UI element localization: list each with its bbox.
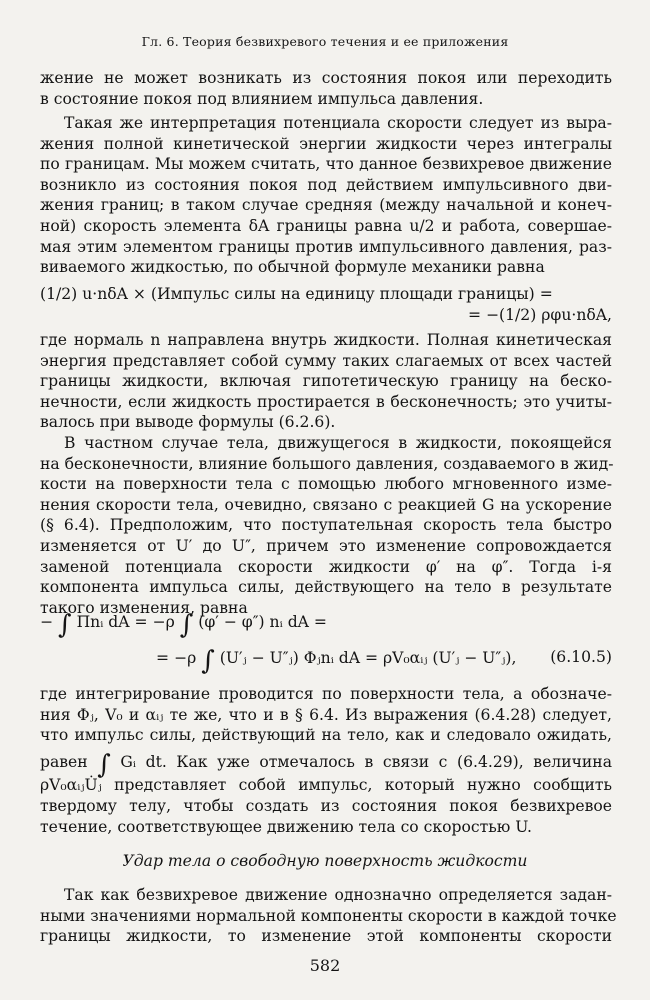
text-line: жение не может возникать из состояния покоя или переходить — [40, 69, 612, 87]
text-line: (§ 6.4). Предположим, что поступательная скорость тела быстро — [40, 516, 612, 535]
text-line: мая этим элементом границы против импульсивного давления, раз- — [40, 237, 612, 256]
text-line: нечности, если жидкость простирается в бесконечность; это учиты- — [40, 392, 612, 411]
integral-sign: ∫ — [201, 646, 215, 676]
paragraph-2 — [40, 113, 612, 278]
text-line: где интегрирование проводится по поверхности тела, а обозначе- — [40, 685, 612, 703]
text-line: ρV₀αᵢⱼU̇ⱼ представляет собой импульс, который нужно сообщить — [40, 776, 612, 795]
text-line: жения границ; в таком случае средняя (между начальной и конеч- — [40, 196, 612, 215]
text-line: границы жидкости, то изменение этой компоненты скорости — [40, 927, 612, 946]
word-ravno: равен — [40, 752, 88, 771]
text-line: границы жидкости, включая гипотетическую границу на беско- — [40, 372, 612, 391]
paragraph-1 — [40, 68, 612, 109]
text-line: течение, соответствующее движению тела со скоростью U. — [40, 817, 532, 836]
equation-term: Πnᵢ dA = −ρ — [76, 613, 175, 631]
text-line: виваемого жидкостью, по обычной формуле механики равна — [40, 258, 545, 277]
paragraph-3 — [40, 330, 612, 433]
text-line: в состояние покоя под влиянием импульса давления. — [40, 89, 484, 108]
text-line: Такая же интерпретация потенциала скорости следует из выра- — [64, 114, 612, 132]
running-header: Гл. 6. Теория безвихревого течения и ее приложения — [141, 34, 509, 49]
text-line: Так как безвихревое движение однозначно определяется задан- — [64, 886, 612, 904]
text-line: ния Φⱼ, V₀ и αᵢⱼ те же, что и в § 6.4. Из выражения (6.4.28) следует, — [40, 705, 612, 724]
text-line: компонента импульса силы, действующего на тело в результате — [40, 578, 612, 597]
page-number: 582 — [309, 956, 341, 975]
integral-sign: ∫ — [97, 749, 111, 780]
text-line: ной) скорость элемента δA границы равна u/2 и работа, совершае- — [40, 216, 612, 235]
text-line: ными значениями нормальной компоненты скорости в каждой точке — [40, 906, 617, 925]
text-line: жения полной кинетической энергии жидкости через интегралы — [40, 134, 612, 153]
text-line-with-integral — [40, 749, 612, 780]
text-line: твердому телу, чтобы создать из состояния покоя безвихревое — [40, 796, 612, 815]
text-line: кости на поверхности тела с помощью любого мгновенного изме- — [40, 475, 612, 494]
text-line: энергия представляет собой сумму таких слагаемых от всех частей — [40, 351, 612, 370]
text-line: где нормаль n направлена внутрь жидкости. Полная кинетическая — [40, 331, 612, 349]
text-line: нения скорости тела, очевидно, связано с реакцией G на ускорение — [40, 495, 612, 514]
paragraph-4 — [40, 433, 612, 618]
text-line: валось при выводе формулы (6.2.6). — [40, 413, 336, 432]
text-line: изменяется от U′ до U″, причем это изменение сопровождается — [40, 536, 612, 555]
integral-sign: ∫ — [58, 610, 72, 640]
equation-impulse-line-1 — [40, 610, 327, 640]
minus-sign: − — [40, 613, 54, 631]
text-line: такого изменения, равна — [40, 598, 248, 617]
equation-work-line-2: = −(1/2) ρφu·nδA, — [467, 306, 612, 324]
text-line: заменой потенциала скорости жидкости φ′ на φ″. Тогда i-я — [40, 557, 612, 576]
text-line: что импульс силы, действующий на тело, как и следовало ожидать, — [40, 726, 612, 745]
equation-impulse-line-2 — [156, 646, 517, 676]
paragraph-6 — [40, 885, 617, 947]
section-heading: Удар тела о свободную поверхность жидкости — [122, 852, 528, 870]
text-line: на бесконечности, влияние большого давления, создаваемого в жид- — [40, 454, 614, 473]
equation-number: (6.10.5) — [550, 648, 612, 666]
equation-term: (φ′ − φ″) nᵢ dA = — [198, 613, 327, 631]
equation-term: (U′ⱼ − U″ⱼ) Φⱼnᵢ dA = ρV₀αᵢⱼ (U′ⱼ − U″ⱼ), — [219, 649, 517, 667]
equation-work-line-1: (1/2) u·nδA × (Импульс силы на единицу площади границы) = — [40, 285, 553, 303]
text-line: по границам. Мы можем считать, что данное безвихревое движение — [40, 155, 612, 174]
text-fragment: Gᵢ dt. Как уже отмечалось в связи с (6.4.29), величина — [120, 752, 612, 771]
equation-term: = −ρ — [156, 649, 197, 667]
text-line: В частном случае тела, движущегося в жидкости, покоящейся — [64, 434, 612, 452]
integral-sign: ∫ — [179, 610, 194, 640]
text-line: возникло из состояния покоя под действием импульсивного дви- — [40, 175, 612, 194]
paragraph-5 — [40, 684, 612, 837]
